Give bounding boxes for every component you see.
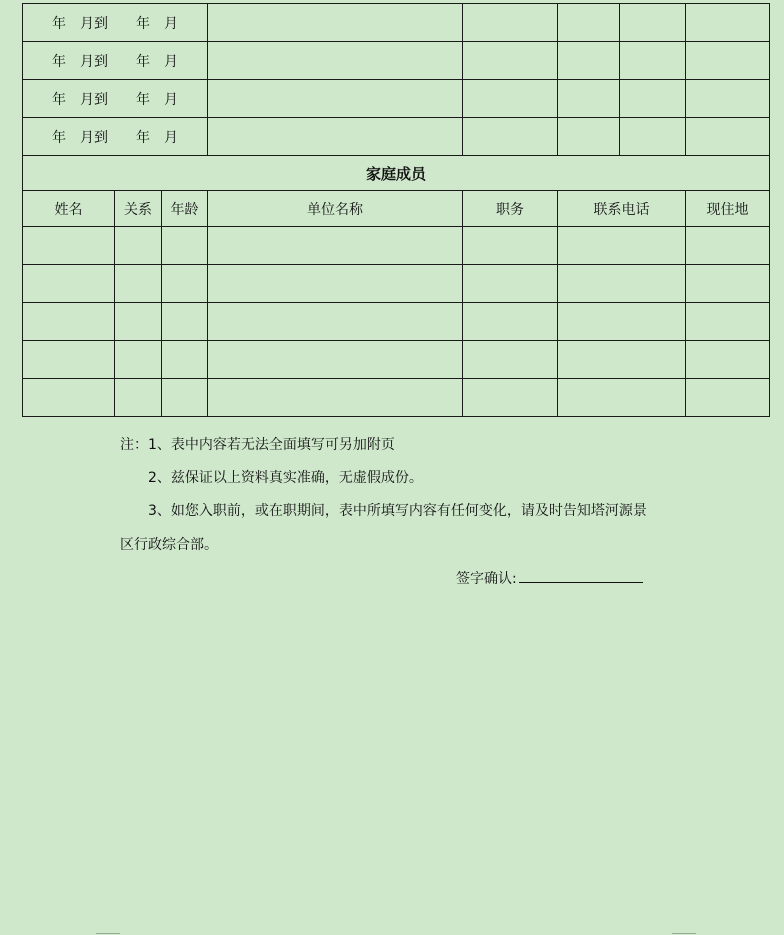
family-cell[interactable] bbox=[23, 227, 115, 265]
header-employer: 单位名称 bbox=[208, 191, 463, 227]
note-2: 2、兹保证以上资料真实准确，无虚假成份。 bbox=[148, 470, 423, 486]
blank-cell[interactable] bbox=[558, 4, 620, 42]
family-cell[interactable] bbox=[162, 303, 208, 341]
blank-cell[interactable] bbox=[463, 80, 558, 118]
family-cell[interactable] bbox=[23, 379, 115, 417]
family-header-row bbox=[23, 191, 770, 227]
family-cell[interactable] bbox=[686, 227, 770, 265]
family-cell[interactable] bbox=[558, 265, 686, 303]
family-cell[interactable] bbox=[686, 303, 770, 341]
family-cell[interactable] bbox=[558, 303, 686, 341]
signature-label: 签字确认: bbox=[456, 571, 517, 587]
family-cell[interactable] bbox=[162, 265, 208, 303]
form-table bbox=[22, 3, 770, 417]
employer-cell[interactable] bbox=[208, 80, 463, 118]
family-cell[interactable] bbox=[23, 265, 115, 303]
blank-cell[interactable] bbox=[463, 4, 558, 42]
blank-cell[interactable] bbox=[686, 4, 770, 42]
page-edge-mark bbox=[96, 933, 120, 934]
employer-cell[interactable] bbox=[208, 42, 463, 80]
note-1: 注：1、表中内容若无法全面填写可另加附页 bbox=[120, 437, 395, 453]
work-history-row bbox=[23, 80, 770, 118]
period-cell[interactable]: 年 月到 年 月 bbox=[23, 42, 208, 80]
family-cell[interactable] bbox=[208, 379, 463, 417]
blank-cell[interactable] bbox=[558, 42, 620, 80]
family-cell[interactable] bbox=[463, 227, 558, 265]
blank-cell[interactable] bbox=[620, 4, 686, 42]
header-relation: 关系 bbox=[115, 191, 162, 227]
family-cell[interactable] bbox=[558, 379, 686, 417]
family-cell[interactable] bbox=[208, 341, 463, 379]
page-edge-mark bbox=[672, 933, 696, 934]
family-cell[interactable] bbox=[686, 265, 770, 303]
family-row bbox=[23, 341, 770, 379]
period-cell[interactable]: 年 月到 年 月 bbox=[23, 4, 208, 42]
blank-cell[interactable] bbox=[620, 80, 686, 118]
family-cell[interactable] bbox=[463, 379, 558, 417]
family-cell[interactable] bbox=[115, 265, 162, 303]
family-section-row bbox=[23, 156, 770, 191]
note-3: 3、如您入职前，或在职期间，表中所填写内容有任何变化，请及时告知塔河源景 bbox=[148, 503, 647, 519]
family-cell[interactable] bbox=[115, 341, 162, 379]
family-cell[interactable] bbox=[115, 227, 162, 265]
blank-cell[interactable] bbox=[686, 118, 770, 156]
blank-cell[interactable] bbox=[558, 80, 620, 118]
header-residence: 现住地 bbox=[686, 191, 770, 227]
family-cell[interactable] bbox=[23, 303, 115, 341]
blank-cell[interactable] bbox=[620, 118, 686, 156]
blank-cell[interactable] bbox=[558, 118, 620, 156]
blank-cell[interactable] bbox=[686, 42, 770, 80]
family-cell[interactable] bbox=[463, 341, 558, 379]
header-name: 姓名 bbox=[23, 191, 115, 227]
family-cell[interactable] bbox=[115, 303, 162, 341]
family-cell[interactable] bbox=[463, 303, 558, 341]
note-3-continued: 区行政综合部。 bbox=[120, 537, 218, 553]
period-cell[interactable]: 年 月到 年 月 bbox=[23, 118, 208, 156]
signature-line[interactable] bbox=[519, 570, 643, 583]
employer-cell[interactable] bbox=[208, 118, 463, 156]
family-cell[interactable] bbox=[558, 341, 686, 379]
family-cell[interactable] bbox=[115, 379, 162, 417]
family-cell[interactable] bbox=[686, 379, 770, 417]
employer-cell[interactable] bbox=[208, 4, 463, 42]
family-cell[interactable] bbox=[162, 341, 208, 379]
family-cell[interactable] bbox=[162, 227, 208, 265]
family-cell[interactable] bbox=[208, 227, 463, 265]
work-history-row bbox=[23, 118, 770, 156]
header-age: 年龄 bbox=[162, 191, 208, 227]
family-row bbox=[23, 303, 770, 341]
family-cell[interactable] bbox=[162, 379, 208, 417]
section-title: 家庭成员 bbox=[23, 156, 770, 191]
header-position: 职务 bbox=[463, 191, 558, 227]
work-history-row bbox=[23, 42, 770, 80]
period-cell[interactable]: 年 月到 年 月 bbox=[23, 80, 208, 118]
family-cell[interactable] bbox=[463, 265, 558, 303]
family-cell[interactable] bbox=[208, 303, 463, 341]
blank-cell[interactable] bbox=[620, 42, 686, 80]
family-row bbox=[23, 227, 770, 265]
family-cell[interactable] bbox=[208, 265, 463, 303]
family-row bbox=[23, 379, 770, 417]
blank-cell[interactable] bbox=[463, 118, 558, 156]
family-cell[interactable] bbox=[558, 227, 686, 265]
family-cell[interactable] bbox=[686, 341, 770, 379]
blank-cell[interactable] bbox=[463, 42, 558, 80]
signature-area bbox=[456, 568, 643, 588]
family-cell[interactable] bbox=[23, 341, 115, 379]
header-phone: 联系电话 bbox=[558, 191, 686, 227]
blank-cell[interactable] bbox=[686, 80, 770, 118]
family-row bbox=[23, 265, 770, 303]
work-history-row bbox=[23, 4, 770, 42]
